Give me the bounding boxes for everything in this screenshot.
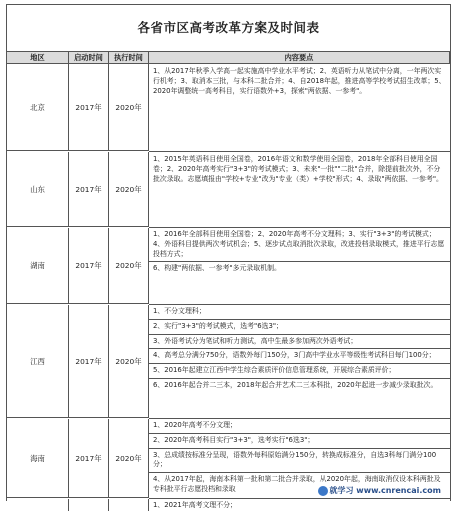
row-region: 北京 [7, 64, 69, 151]
page-title: 各省市区高考改革方案及时间表 [7, 5, 450, 52]
content-line: 1、2021年高考文理不分； [153, 501, 237, 509]
row-content [149, 228, 450, 305]
row-start: 2017年 [69, 228, 109, 304]
header-start-time: 启动时间 [69, 52, 109, 64]
content-line: 4、高考总分满分750分，语数外每门150分，3门高中学业水平等级性考试科目每门100分； [149, 349, 450, 364]
content-line: 3、总成绩按标准分呈现，语数外每科原始满分150分，转换成标准分，自选3科每门满分100分； [149, 449, 450, 474]
watermark [318, 485, 441, 496]
row-start [69, 499, 109, 511]
document-page [6, 4, 451, 509]
content-line: 1、2020年高考不分文理； [149, 419, 450, 434]
row-start: 2017年 [69, 419, 109, 498]
content-line: 1、不分文理科； [149, 305, 450, 320]
row-exec [109, 499, 149, 511]
watermark-logo-icon [318, 486, 328, 496]
content-paragraph: 1、2015年英语科目使用全国卷，2016年语文和数学使用全国卷，2018年全部科目使用全国卷；2、2020年高考实行"3+3"的考试模式；3、未来"一批""二批"合并，除提前批次外，不分批次录取。志愿填报由"学校+专业"改为"专业（类）+学校"形式；4、录取"两依据、一参考"。 [153, 155, 443, 183]
watermark-text: 就学习 www.cnrencai.com [329, 486, 441, 495]
row-start: 2017年 [69, 64, 109, 151]
header-region: 地区 [7, 52, 69, 64]
row-exec: 2020年 [109, 419, 149, 498]
content-line: 2、2020年高考科目实行"3+3"，选考实行"6选3"； [149, 434, 450, 449]
row-region: 湖南 [7, 228, 69, 304]
content-line: 4、从2017年起，海南本科第一批和第二批合并录取，从2020年起，海南取消仅设本科两批及专科批平行志愿投档和录取 [153, 475, 441, 493]
content-line: 6、构建"两依据、一参考"多元录取机制。 [153, 264, 281, 273]
row-exec: 2020年 [109, 152, 149, 227]
header-exec-time: 执行时间 [109, 52, 149, 64]
row-exec: 2020年 [109, 228, 149, 304]
row-region: 江西 [7, 305, 69, 418]
reform-table [7, 52, 450, 511]
row-content [149, 152, 450, 228]
row-region [7, 499, 69, 511]
content-line: 3、外语考试分为笔试和听力测试，高中生最多参加两次外语考试； [149, 335, 450, 350]
row-region: 海南 [7, 419, 69, 498]
row-content [149, 305, 450, 419]
row-start: 2017年 [69, 152, 109, 227]
header-content: 内容要点 [149, 52, 450, 64]
row-exec: 2020年 [109, 305, 149, 418]
row-content [149, 64, 450, 152]
content-paragraph: 1、从2017年秋季入学高一起实施高中学业水平考试；2、英语听力从笔试中分离，一年两次实行机考；3、取消本三批，与本科二批合并；4、自2018年起，推进高等学校考试招生改革；5、2020年调整统一高考科目，实行语数外+3，探索"两依据、一参考"。 [153, 67, 446, 95]
row-start: 2017年 [69, 305, 109, 418]
content-line: 1、2016年全部科目使用全国卷；2、2020年高考不分文理科；3、实行"3+3"的考试模式；4、外语科目提供两次考试机会；5、逐步试点取消批次录取，改进投档录取模式，推进平行志愿投档方式； [149, 228, 450, 262]
content-line: 2、实行"3+3"的考试模式，选考"6选3"； [149, 320, 450, 335]
row-content [149, 499, 450, 511]
row-region: 山东 [7, 152, 69, 227]
row-exec: 2020年 [109, 64, 149, 151]
content-line: 5、2016年起建立江西中学生综合素质评价信息管理系统，开展综合素质评价； [149, 364, 450, 379]
content-line: 6、2016年起合并二三本，2018年起合并艺术二三本科批，2020年起进一步减少录取批次。 [153, 380, 438, 389]
